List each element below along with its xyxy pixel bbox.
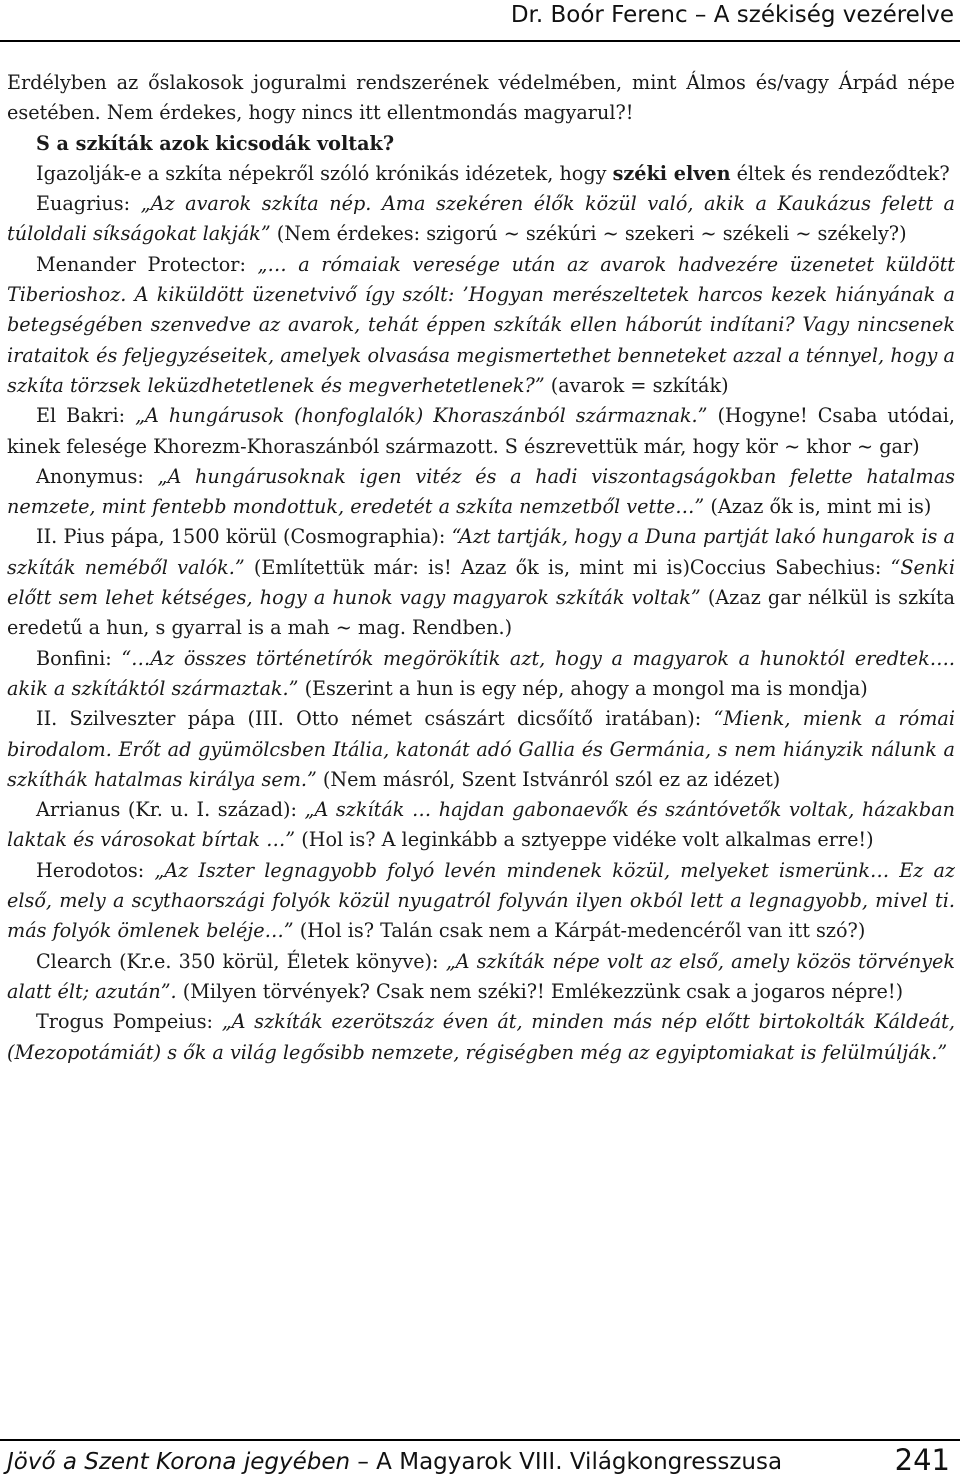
- body-text: Menander Protector:: [36, 252, 258, 276]
- paragraph: [7, 462, 955, 523]
- paragraph: [7, 159, 955, 189]
- body-text: Bonfini:: [36, 646, 122, 670]
- footer-publication-subtitle: – A Magyarok VIII. Világkongresszusa: [350, 1449, 783, 1475]
- quotation-text: “…Az összes történetírók megörökítik azt, hogy a magyarok a hunoktól eredtek…. akik a szkítáktól származtak.”: [7, 646, 955, 700]
- body-text: Igazolják-e a szkíta népekről szóló krónikás idézetek, hogy: [36, 161, 613, 185]
- paragraph: [7, 129, 955, 159]
- paragraph: [7, 522, 955, 643]
- body-text: Trogus Pompeius:: [36, 1010, 222, 1034]
- body-text: (Eszerint a hun is egy nép, ahogy a mongol ma is mondja): [298, 676, 868, 700]
- body-text: Clearch (Kr.e. 350 körül, Életek könyve):: [36, 949, 446, 973]
- body-text: (Azaz gar nélkül is szkíta eredetű a hun, s gyarral is a mah ~ mag. Rendben.): [7, 586, 955, 640]
- quotation-text: „… a rómaiak veresége után az avarok hadvezére üzenetet küldött Tiberioshoz. A kiküldött üzenetvivő így szólt: ’Hogyan merészeltetek harcos kezek hiányának a betegségében szenvedve az avarok, tehát éppen szkíták ellen háborút indítani? Vagy nincsenek irataitok és feljegyzéseitek, amelyek olvasása megismertethet benneteket azzal a ténnyel, hogy a szkíta törzsek leküzdhetetlenek és megverhetetlenek?”: [7, 252, 955, 397]
- header-title: Dr. Boór Ferenc – A székiség vezérelve: [510, 2, 954, 28]
- quotation-text: “Senki előtt sem lehet kétséges, hogy a hunok vagy magyarok szkíták voltak”: [7, 555, 955, 610]
- quotation-text: „Az avarok szkíta nép. Ama szekéren élők közül való, akik a Kaukázus felett a túloldali síkságokat lakják”: [7, 192, 955, 246]
- page-header: [0, 0, 960, 44]
- paragraph: [7, 189, 955, 250]
- footer-publication: [7, 1449, 782, 1475]
- article-body: [7, 68, 955, 1068]
- page-footer: [0, 1439, 960, 1483]
- quotation-text: „A szkíták ezerötszáz éven át, minden más nép előtt birtokolták Káldeát, (Mezopotámiát) s ők a világ legősibb nemzete, régiségben még az egyiptomiakat is felülmúlják.”: [7, 1010, 955, 1064]
- paragraph: [7, 795, 955, 856]
- body-text: (Azaz ők is, mint mi is): [704, 495, 932, 519]
- paragraph: [7, 644, 955, 705]
- footer-publication-title: Jövő a Szent Korona jegyében: [7, 1449, 351, 1475]
- quotation-text: „A szkíták … hajdan gabonaevők és szántóvetők voltak, házakban laktak és városokat bírtak …”: [7, 798, 955, 852]
- quotation-text: “Azt tartják, hogy a Duna partját lakó hungarok is a szkíták neméből valók.”: [7, 525, 955, 579]
- paragraph: [7, 68, 955, 129]
- quotation-text: „A szkíták népe volt az első, amely közös törvények alatt élt; azután”.: [7, 949, 955, 1003]
- body-text: (avarok = szkíták): [544, 373, 729, 397]
- body-text: II. Szilveszter pápa (III. Otto német császárt dicsőítő iratában):: [36, 707, 714, 731]
- paragraph: [7, 1007, 955, 1068]
- paragraph: [7, 856, 955, 947]
- bold-text: széki elven: [612, 161, 731, 185]
- page-number: 241: [894, 1443, 950, 1477]
- body-text: (Hogyne! Csaba utódai, kinek felesége Khorezm-Khoraszánból származott. S észrevettük már, hogy kör ~ khor ~ gar): [7, 404, 955, 458]
- body-text: Euagrius:: [36, 192, 141, 216]
- body-text: (Milyen törvények? Csak nem széki?! Emlékezzünk csak a jogaros népre!): [176, 979, 904, 1003]
- bold-text: S a szkíták azok kicsodák voltak?: [36, 131, 395, 155]
- body-text: II. Pius pápa, 1500 körül (Cosmographia):: [36, 525, 452, 549]
- paragraph: [7, 704, 955, 795]
- body-text: (Nem másról, Szent Istvánról szól ez az idézet): [316, 767, 781, 791]
- body-text: Anonymus:: [36, 464, 158, 488]
- quotation-text: „A hungárusoknak igen vitéz és a hadi viszontagságokban felette hatalmas nemzete, mint fentebb mondottuk, eredetét a szkíta nemzetből vette…”: [7, 464, 955, 519]
- paragraph: [7, 250, 955, 401]
- paragraph: [7, 947, 955, 1008]
- body-text: (Nem érdekes: szigorú ~ székúri ~ szekeri ~ székeli ~ székely?): [270, 222, 907, 246]
- paragraph: [7, 401, 955, 462]
- body-text: (Említettük már: is! Azaz ők is, mint mi is)Coccius Sabechius:: [244, 555, 891, 579]
- body-text: Erdélyben az őslakosok joguralmi rendszerének védelmében, mint Álmos és/vagy Árpád népe esetében. Nem érdekes, hogy nincs itt ellentmondás magyarul?!: [7, 71, 955, 125]
- body-text: Arrianus (Kr. u. I. század):: [36, 798, 305, 822]
- body-text: El Bakri:: [36, 404, 136, 428]
- header-rule: [0, 40, 960, 42]
- body-text: éltek és rendeződtek?: [730, 161, 950, 185]
- body-text: (Hol is? Talán csak nem a Kárpát-medencéről van itt szó?): [293, 919, 866, 943]
- quotation-text: „A hungárusok (honfoglalók) Khoraszánból származnak.”: [135, 404, 708, 428]
- quotation-text: “Mienk, mienk a római birodalom. Erőt ad gyümölcsben Itália, katonát adó Gallia és Germánia, s nem hiányzik nálunk a szkíthák hatalmas királya sem.”: [7, 707, 955, 791]
- body-text: Herodotos:: [36, 858, 155, 882]
- quotation-text: „Az Iszter legnagyobb folyó levén mindenek közül, melyeket ismerünk… Ez az első, mely a scythaországi folyók közül nyugatról folyván ilyen okból lett a legnagyobb, mivel ti. más folyók ömlenek beléje…”: [7, 858, 955, 943]
- footer-rule: [0, 1439, 960, 1441]
- body-text: (Hol is? A leginkább a sztyeppe vidéke volt alkalmas erre!): [295, 828, 874, 852]
